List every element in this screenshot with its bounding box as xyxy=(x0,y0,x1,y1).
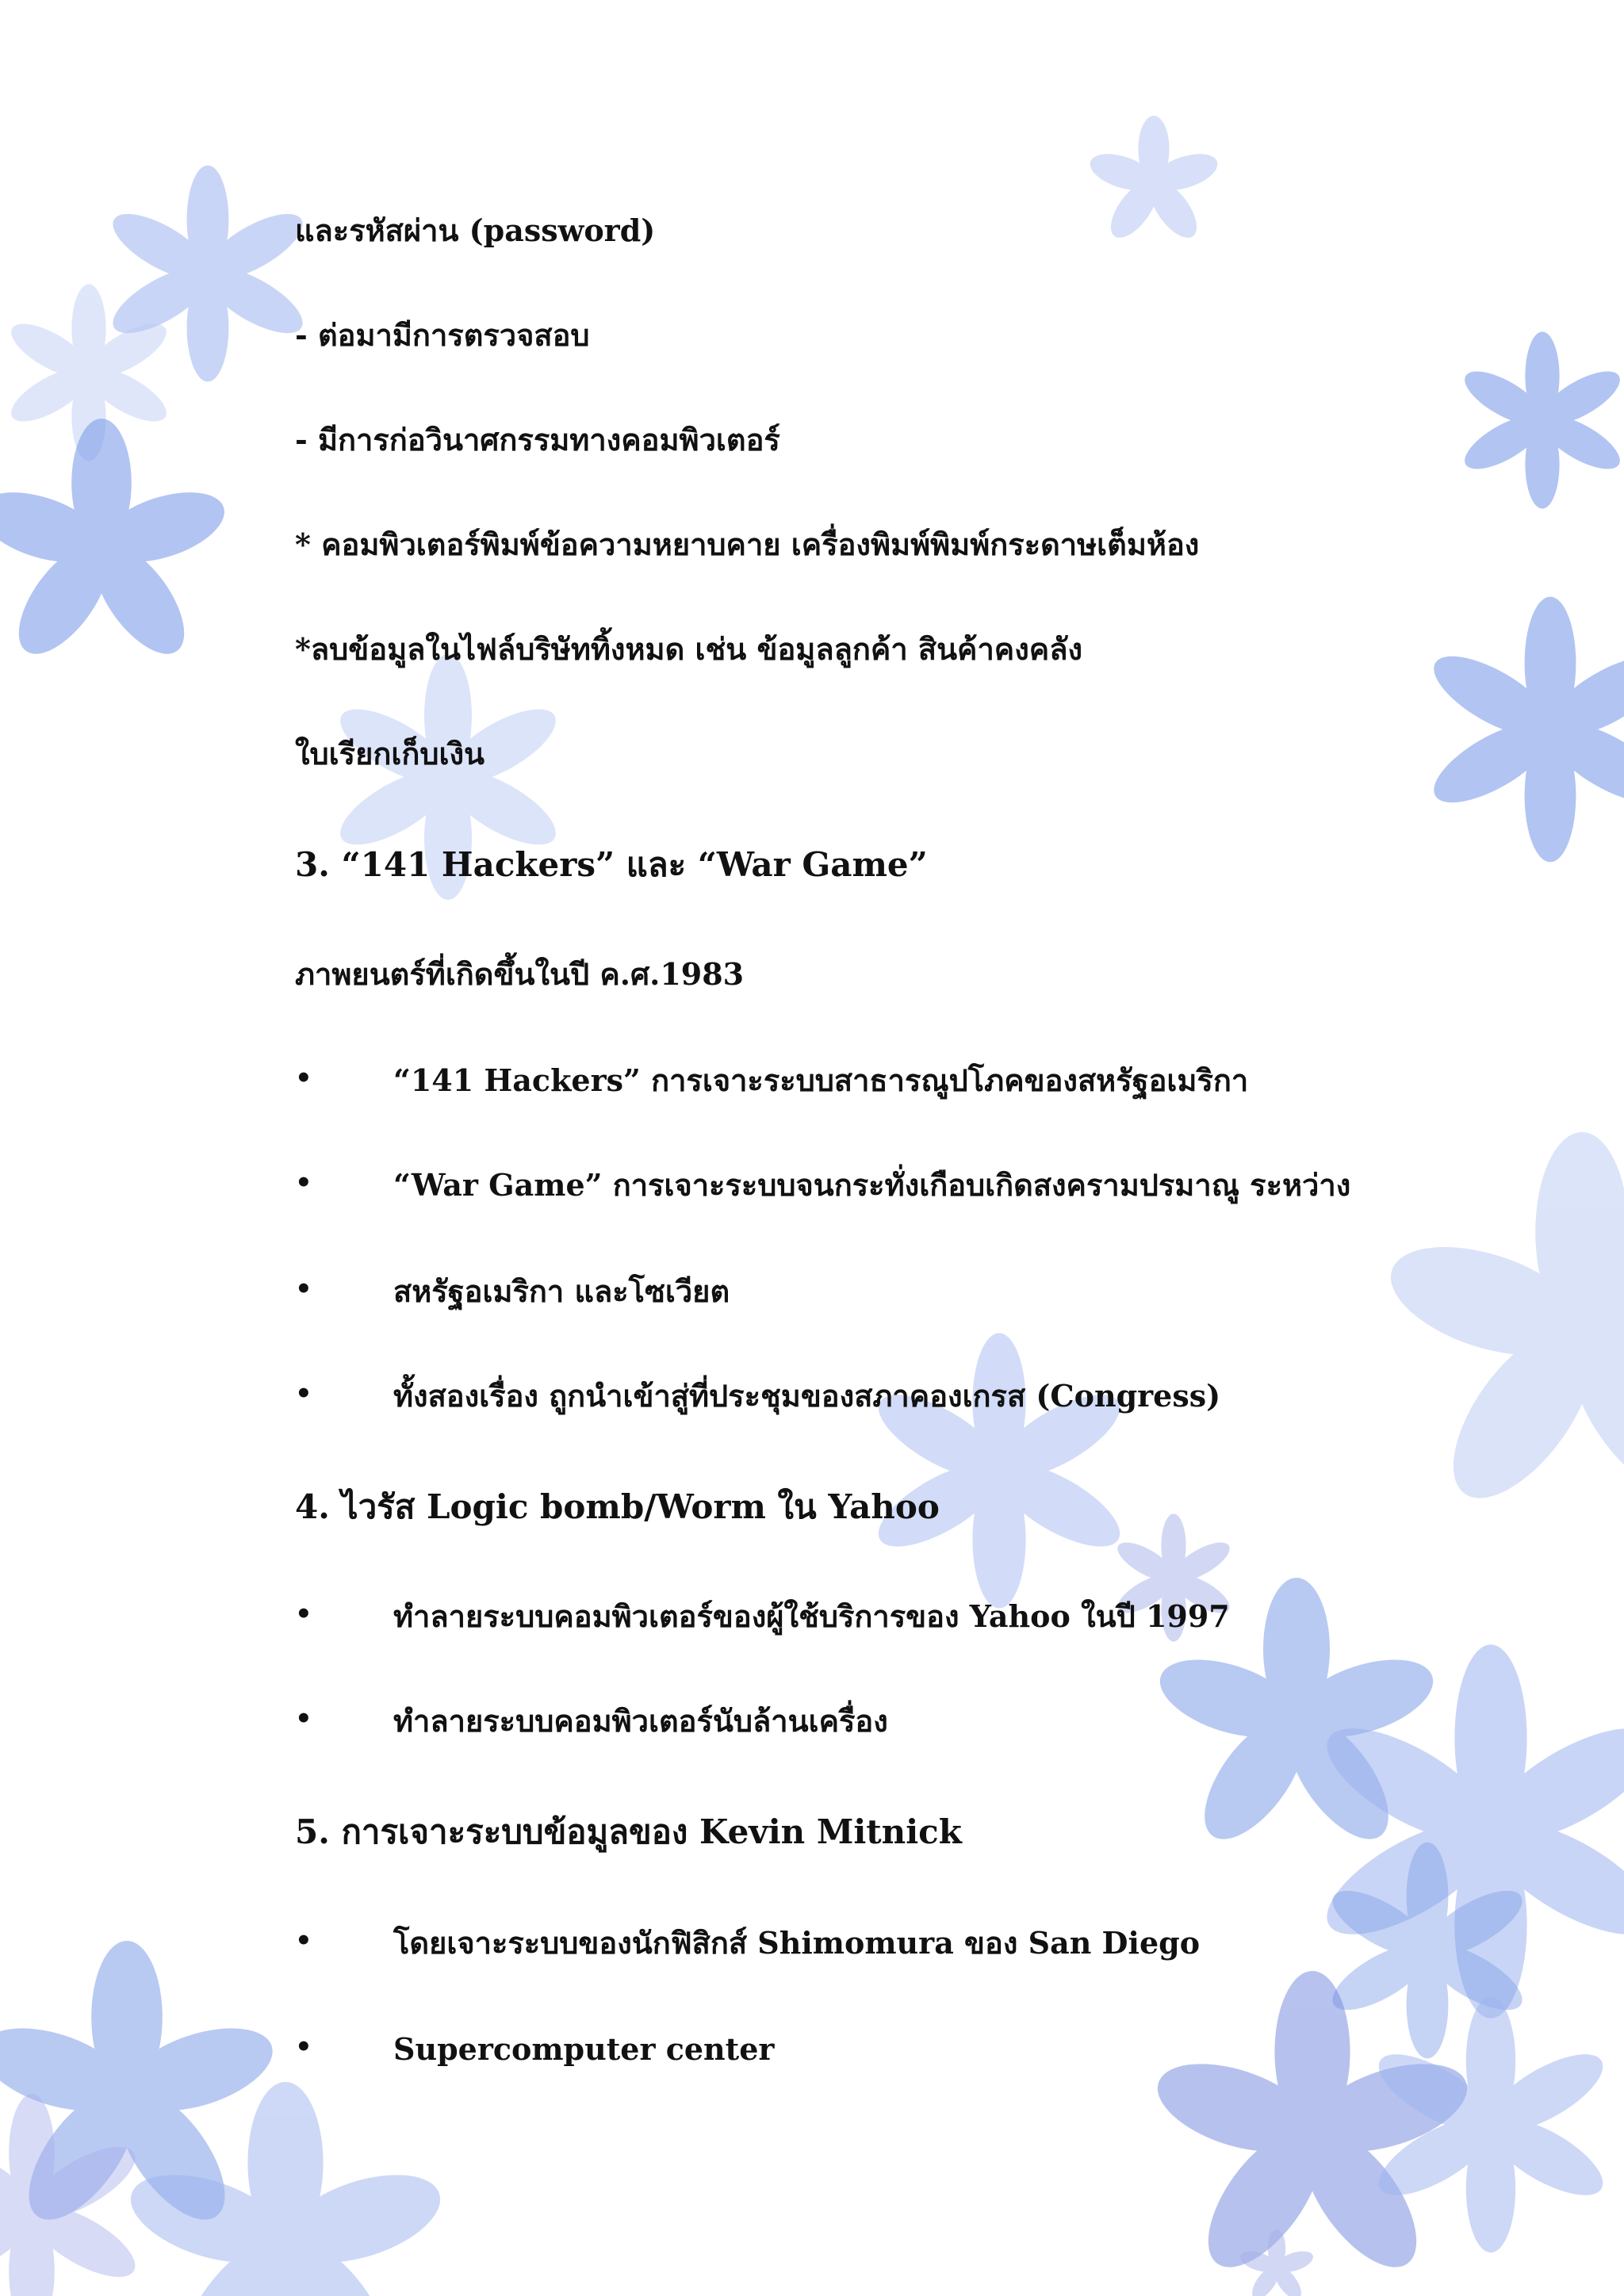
bullet-icon: • xyxy=(295,2031,312,2063)
section-heading: 5. การเจาะระบบข้อมูลของ Kevin Mitnick xyxy=(295,1812,962,1851)
bullet-icon: • xyxy=(295,1273,312,1305)
text-line: และรหัสผ่าน (password) xyxy=(295,212,656,248)
bullet-icon: • xyxy=(295,1703,312,1735)
text-line: ใบเรียกเก็บเงิน xyxy=(295,736,485,771)
bullet-text: สหรัฐอเมริกา และโซเวียต xyxy=(393,1273,730,1309)
bullet-icon: • xyxy=(295,1598,312,1630)
bullet-icon: • xyxy=(295,1378,312,1410)
bullet-text: ทำลายระบบคอมพิวเตอร์ของผู้ใช้บริการของ Yahoo ในปี 1997 xyxy=(393,1598,1230,1634)
section-heading: 4. ไวรัส Logic bomb/Worm ใน Yahoo xyxy=(295,1487,940,1526)
bullet-text: ทำลายระบบคอมพิวเตอร์นับล้านเครื่อง xyxy=(393,1703,888,1739)
text-line: - มีการก่อวินาศกรรมทางคอมพิวเตอร์ xyxy=(295,422,780,457)
bullet-text: ทั้งสองเรื่อง ถูกนำเข้าสู่ที่ประชุมของสภาคองเกรส (Congress) xyxy=(393,1378,1221,1414)
bullet-text: “141 Hackers” การเจาะระบบสาธารณูปโภคของสหรัฐอเมริกา xyxy=(393,1062,1249,1098)
bullet-text: โดยเจาะระบบของนักฟิสิกส์ Shimomura ของ San Diego xyxy=(393,1925,1201,1961)
bullet-text: Supercomputer center xyxy=(393,2031,775,2067)
section-intro: ภาพยนตร์ที่เกิดขึ้นในปี ค.ศ.1983 xyxy=(295,956,745,992)
text-line: *ลบข้อมูลในไฟล์บริษัททิ้งหมด เช่น ข้อมูลลูกค้า สินค้าคงคลัง xyxy=(295,631,1083,667)
bullet-icon: • xyxy=(295,1925,312,1957)
text-line: * คอมพิวเตอร์พิมพ์ข้อความหยาบคาย เครื่องพิมพ์พิมพ์กระดาษเต็มห้อง xyxy=(295,526,1200,562)
text-line: - ต่อมามีการตรวจสอบ xyxy=(295,317,590,353)
bullet-icon: • xyxy=(295,1062,312,1094)
bullet-text: “War Game” การเจาะระบบจนกระทั่งเกือบเกิดสงครามปรมาณู ระหว่าง xyxy=(393,1167,1351,1203)
section-heading: 3. “141 Hackers” และ “War Game” xyxy=(295,845,928,884)
bullet-icon: • xyxy=(295,1167,312,1199)
